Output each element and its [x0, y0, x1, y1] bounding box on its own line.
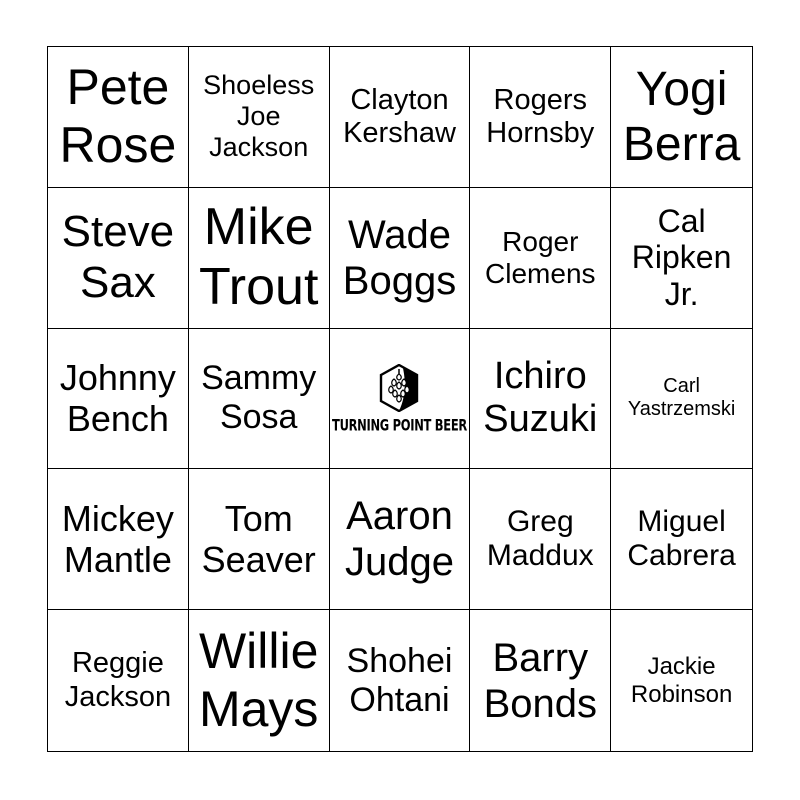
bingo-cell[interactable]: [189, 47, 330, 188]
bingo-cell[interactable]: [611, 469, 752, 610]
bingo-cell[interactable]: [189, 188, 330, 329]
player-name: Johnny Bench: [59, 357, 176, 440]
bingo-cell[interactable]: [470, 469, 611, 610]
player-name: Sammy Sosa: [201, 359, 317, 437]
player-name: Mickey Mantle: [61, 497, 174, 581]
player-name: Barry Bonds: [483, 635, 597, 726]
bingo-cell[interactable]: [470, 610, 611, 751]
bingo-cell[interactable]: [611, 610, 752, 751]
bingo-cell[interactable]: [470, 188, 611, 329]
bingo-cell[interactable]: [330, 469, 471, 610]
turning-point-logo: [332, 364, 467, 435]
player-name: Shoeless Joe Jackson: [203, 70, 315, 163]
player-name: Jackie Robinson: [630, 653, 733, 708]
player-name: Willie Mays: [198, 623, 319, 737]
bingo-cell[interactable]: [330, 610, 471, 751]
bingo-cell[interactable]: [189, 610, 330, 751]
player-name: Clayton Kershaw: [343, 83, 456, 149]
free-space-cell[interactable]: [330, 329, 471, 470]
player-name: Wade Boggs: [342, 212, 457, 303]
player-name: Reggie Jackson: [64, 647, 172, 713]
player-name: Ichiro Suzuki: [483, 354, 598, 441]
player-name: Greg Maddux: [486, 504, 594, 573]
bingo-cell[interactable]: [330, 188, 471, 329]
bingo-board: [47, 46, 753, 752]
player-name: Mike Trout: [198, 197, 319, 316]
bingo-cell[interactable]: [470, 329, 611, 470]
bingo-cell[interactable]: [48, 610, 189, 751]
player-name: Roger Clemens: [485, 225, 596, 289]
player-name: Carl Yastrzemski: [627, 375, 736, 421]
bingo-cell[interactable]: [48, 329, 189, 470]
player-name: Shohei Ohtani: [346, 641, 453, 719]
bingo-cell[interactable]: [611, 47, 752, 188]
bingo-cell[interactable]: [48, 47, 189, 188]
player-name: Steve Sax: [61, 207, 175, 307]
bingo-cell[interactable]: [48, 188, 189, 329]
bingo-cell[interactable]: [189, 469, 330, 610]
player-name: Rogers Hornsby: [486, 83, 595, 149]
bingo-cell[interactable]: [189, 329, 330, 470]
bingo-cell[interactable]: [330, 47, 471, 188]
logo-wordmark: TURNING POINT BEER: [332, 416, 467, 435]
player-name: Miguel Cabrera: [627, 504, 736, 573]
bingo-cell[interactable]: [470, 47, 611, 188]
player-name: Yogi Berra: [622, 62, 741, 171]
hop-icon: [379, 364, 419, 412]
bingo-cell[interactable]: [48, 469, 189, 610]
player-name: Tom Seaver: [201, 497, 316, 581]
bingo-cell[interactable]: [611, 188, 752, 329]
player-name: Aaron Judge: [345, 494, 454, 585]
player-name: Pete Rose: [59, 59, 177, 173]
bingo-cell[interactable]: [611, 329, 752, 470]
player-name: Cal Ripken Jr.: [631, 202, 732, 313]
